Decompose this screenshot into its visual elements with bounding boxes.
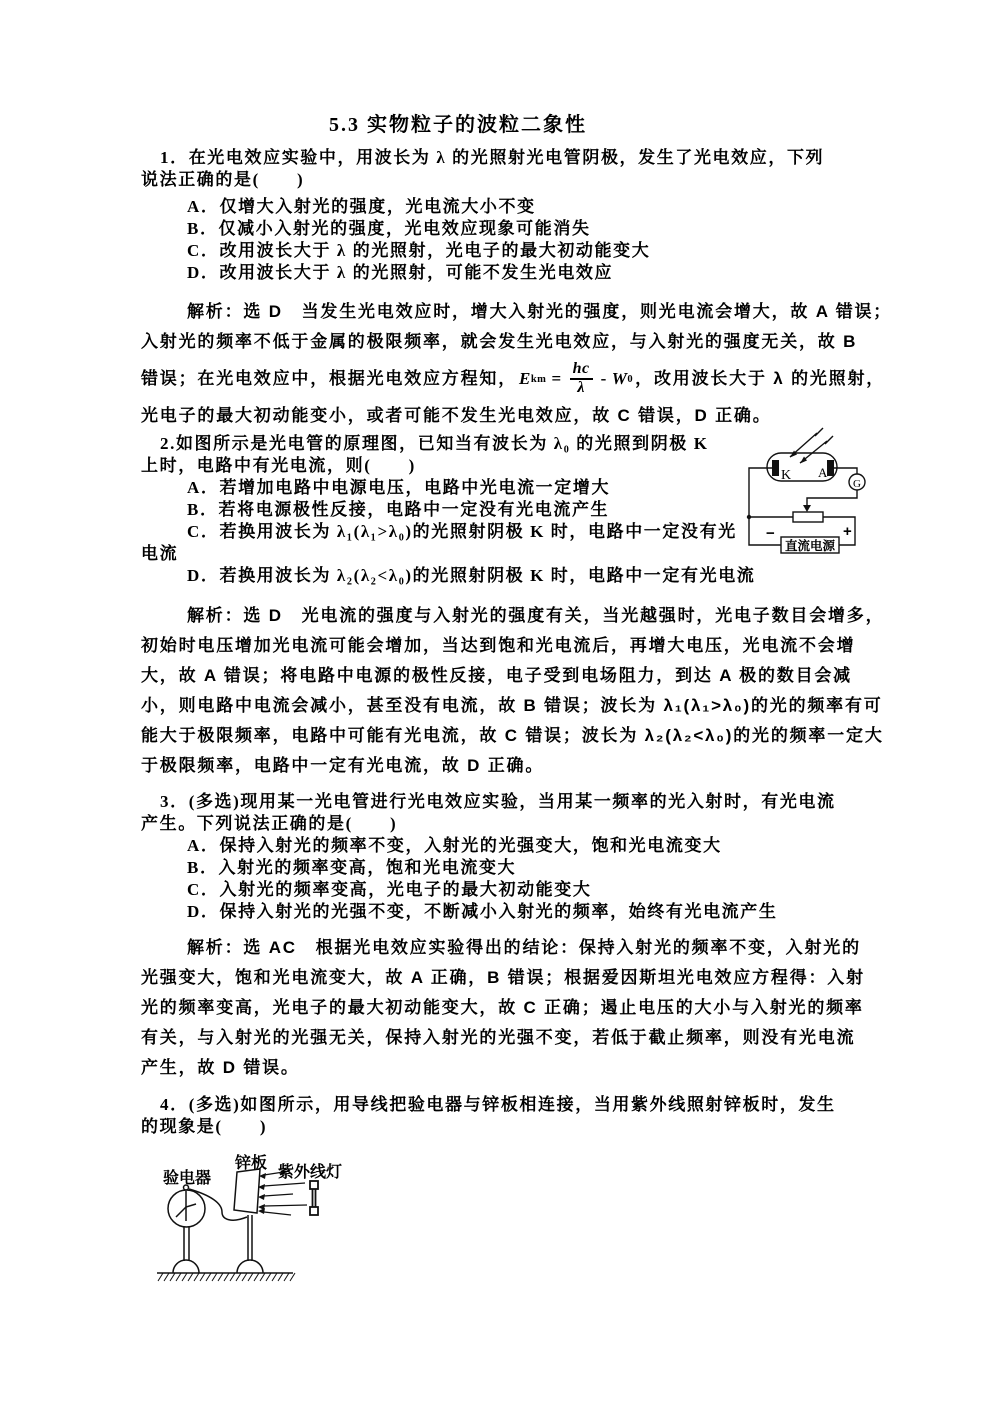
q2-stem-line-2: 上时，电路中有光电流，则( ) [141, 456, 416, 475]
q2-analysis-line-2: 初始时电压增加光电流可能会增加，当达到饱和光电流后，再增大电压，光电流不会增 [141, 636, 856, 655]
page-title: 5.3 实物粒子的波粒二象性 [329, 114, 587, 136]
slider-arrowhead [803, 505, 811, 512]
q2-analysis [141, 601, 885, 781]
q1-option-b: B．仅减小入射光的强度，光电效应现象可能消失 [187, 219, 591, 238]
q3-analysis-line-5: 产生，故 D 错误。 [141, 1058, 300, 1077]
ground [157, 1273, 295, 1281]
phototube-circuit-figure [735, 420, 885, 585]
q1-option-a: A．仅增大入射光的强度，光电流大小不变 [187, 197, 536, 216]
q2-analysis-line-5: 能大于极限频率，电路中可能有光电流，故 C 错误；波长为 λ₂(λ₂<λ₀)的光的频率一定大 [141, 726, 884, 745]
q2-option-b: B．若将电源极性反接，电路中一定没有光电流产生 [187, 500, 610, 519]
q3-analysis-line-4: 有关，与入射光的光强无关，保持入射光的光强不变，若低于截止频率，则没有光电流 [141, 1028, 856, 1047]
q3-stem-line-1: 3．(多选)现用某一光电管进行光电效应实验，当用某一频率的光入射时，有光电流 [160, 792, 836, 811]
cathode-label: K [781, 468, 792, 483]
electroscope-label: 验电器 [163, 1170, 212, 1187]
q3-analysis-line-3: 光的频率变高，光电子的最大初动能变大，故 C 正确；遏止电压的大小与入射光的频率 [141, 998, 864, 1017]
q2-option-c-continuation: 电流 [141, 544, 179, 563]
q2-analysis-line-6: 于极限频率，电路中一定有光电流，故 D 正确。 [141, 756, 545, 775]
q1-analysis-line-4: 光电子的最大初动能变小，或者可能不发生光电效应，故 C 错误，D 正确。 [141, 406, 772, 425]
uv-lamp-icon [310, 1181, 318, 1215]
cathode-electrode [772, 460, 779, 476]
plate-stand [237, 1215, 263, 1273]
junction-dot [747, 515, 751, 519]
minus-terminal-label: − [766, 525, 775, 542]
light-rays-icon [790, 428, 833, 463]
rheostat [793, 512, 823, 522]
q4-block [141, 1094, 881, 1138]
q2-stem-line-1: 2.如图所示是光电管的原理图，已知当有波长为 λ₀ 的光照到阴极 K [160, 434, 709, 453]
zinc-plate-label: 锌板 [235, 1155, 268, 1172]
q1-options [141, 196, 881, 284]
q1-analysis-line-3 [141, 357, 886, 401]
zinc-plate [234, 1169, 260, 1213]
q1-analysis-formula-pre: 错误；在光电效应中，根据光电效应方程知， [141, 369, 517, 388]
q4-stem-line-1: 4．(多选)如图所示，用导线把验电器与锌板相连接，当用紫外线照射锌板时，发生 [160, 1095, 836, 1114]
q1-analysis [141, 297, 893, 431]
electroscope-figure [150, 1145, 400, 1295]
q2-analysis-line-4: 小，则电路中电流会减小，甚至没有电流，故 B 错误；波长为 λ₁(λ₁>λ₀)的光的频率有可 [141, 696, 883, 715]
q1-stem [141, 147, 881, 191]
galvanometer-label: G [853, 478, 861, 490]
plus-terminal-label: + [843, 523, 852, 540]
q2-option-a: A．若增加电路中电源电压，电路中光电流一定增大 [187, 478, 611, 497]
anode-label: A [818, 465, 828, 480]
electroscope-stand [173, 1227, 199, 1273]
q2-analysis-line-1: 解析：选 D 光电流的强度与入射光的强度有关，当光越强时，光电子数目会增多， [187, 606, 885, 625]
q1-stem-line-1: 1．在光电效应实验中，用波长为 λ 的光照射光电管阴极，发生了光电效应，下列 [160, 148, 825, 167]
q1-analysis-formula-post: ，改用波长大于 λ 的光照射， [635, 369, 886, 388]
q3-analysis-line-2: 光强变大，饱和光电流变大，故 A 正确，B 错误；根据爱因斯坦光电效应方程得：入射 [141, 968, 865, 987]
q3-stem-line-2: 产生。下列说法正确的是( ) [141, 814, 398, 833]
q2-analysis-line-3: 大，故 A 错误；将电路中电源的极性反接，电子受到电场阻力，到达 A 极的数目会减 [141, 666, 852, 685]
q2-option-d: D．若换用波长为 λ₂(λ₂<λ₀)的光照射阴极 K 时，电路中一定有光电流 [187, 566, 756, 585]
q3-option-d: D．保持入射光的光强不变，不断减小入射光的频率，始终有光电流产生 [187, 902, 778, 921]
q3-block [141, 791, 881, 923]
uv-lamp-label: 紫外线灯 [278, 1164, 343, 1181]
q2-option-c: C．若换用波长为 λ₁(λ₁>λ₀)的光照射阴极 K 时，电路中一定没有光 [187, 522, 737, 541]
q1-analysis-line-2: 入射光的频率不低于金属的极限频率，就会发生光电效应，与入射光的强度无关，故 B [141, 332, 858, 351]
q3-analysis-line-1: 解析：选 AC 根据光电效应实验得出的结论：保持入射光的频率不变，入射光的 [187, 938, 861, 957]
q1-option-d: D．改用波长大于 λ 的光照射，可能不发生光电效应 [187, 263, 614, 282]
dc-power-label: 直流电源 [785, 539, 836, 553]
photoelectric-equation: E km = $\frac{hc}{\lambda}$ - W 0 [519, 360, 634, 396]
q3-option-a: A．保持入射光的频率不变，入射光的光强变大，饱和光电流变大 [187, 836, 722, 855]
fraction-hc-over-lambda: $\frac{hc}{\lambda}$ [570, 361, 593, 397]
q1-option-c: C．改用波长大于 λ 的光照射，光电子的最大初动能变大 [187, 241, 651, 260]
q3-option-b: B．入射光的频率变高，饱和光电流变大 [187, 858, 517, 877]
wire-meter-to-slider [807, 490, 857, 505]
q4-stem-line-2: 的现象是( ) [141, 1117, 268, 1136]
q1-stem-line-2: 说法正确的是( ) [141, 170, 305, 189]
q3-analysis [141, 933, 881, 1083]
anode-electrode [827, 460, 834, 476]
q3-option-c: C．入射光的频率变高，光电子的最大初动能变大 [187, 880, 592, 899]
q1-analysis-line-1: 解析：选 D 当发生光电效应时，增大入射光的强度，则光电流会增大，故 A 错误； [187, 302, 893, 321]
